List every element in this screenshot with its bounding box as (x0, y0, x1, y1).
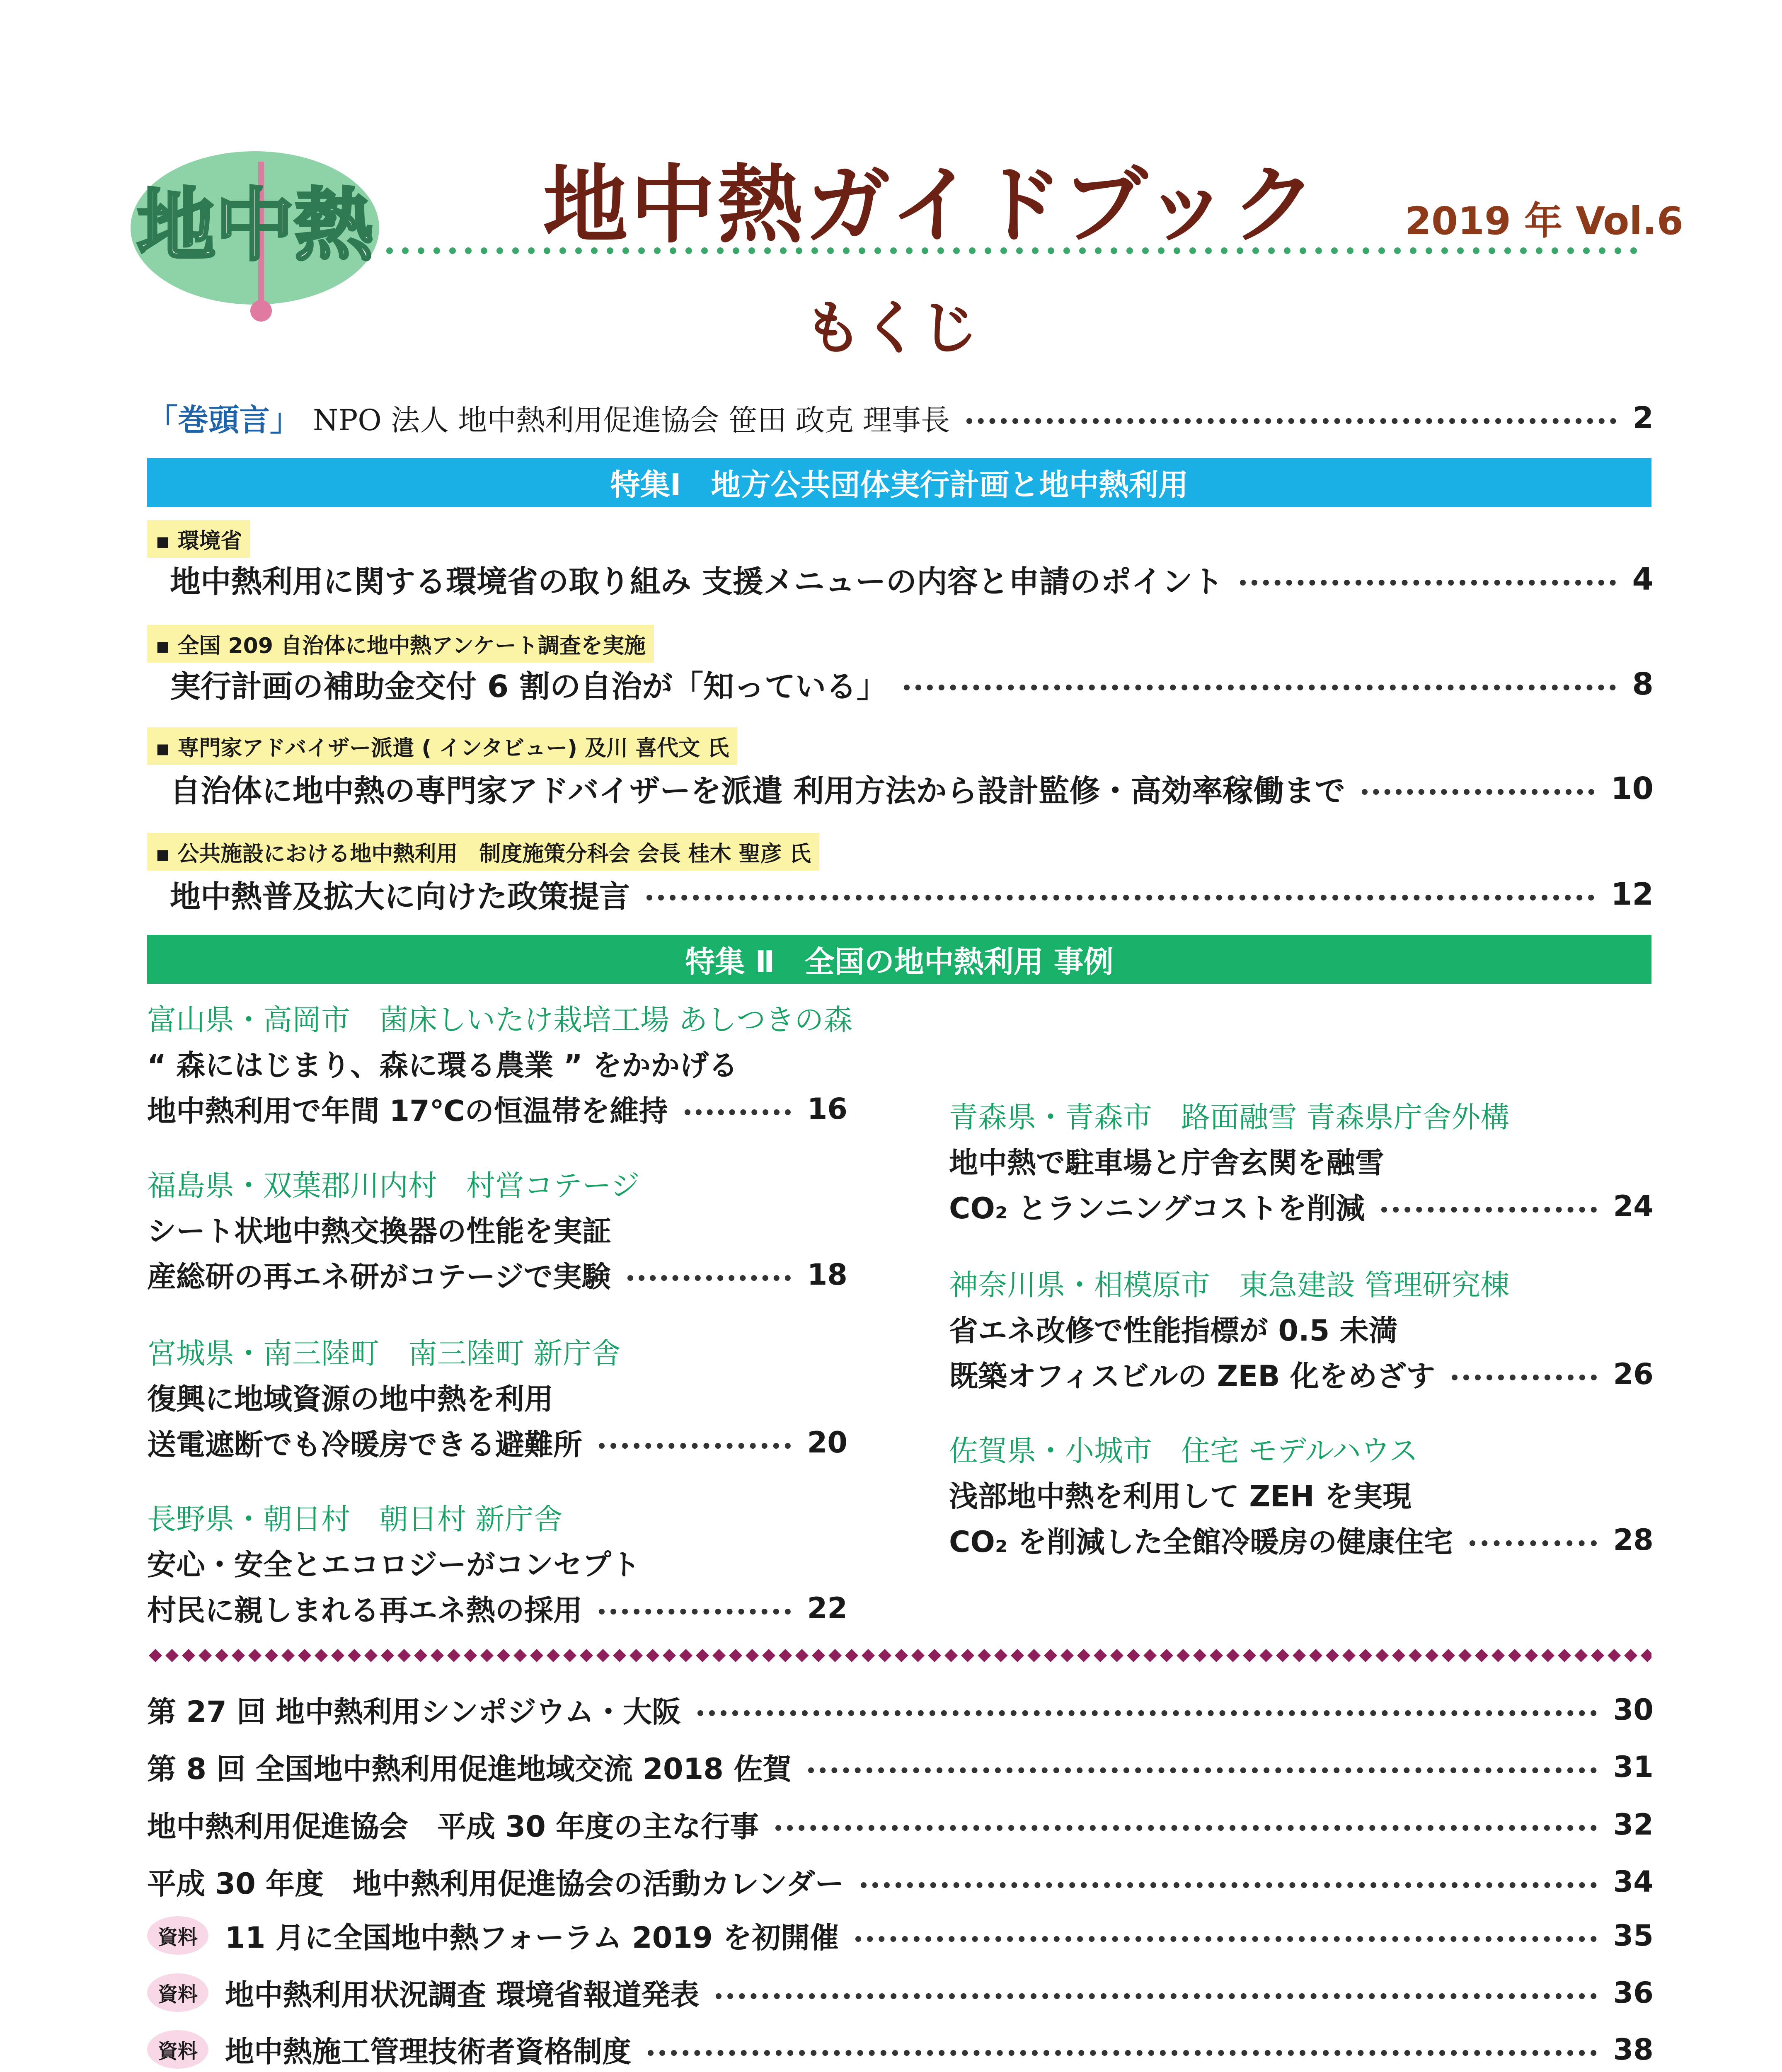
feature1-tag: ▪ 全国 209 自治体に地中熱アンケート調査を実施 (147, 625, 654, 663)
document-badge: 資料 (147, 2030, 208, 2069)
leader-dots (685, 1109, 791, 1115)
case-heading: 富山県・高岡市 菌床しいたけ栽培工場 あしつきの森 (147, 1003, 853, 1037)
page-number: 28 (1613, 1523, 1654, 1557)
feature1-tag: ▪ 専門家アドバイザー派遣 ( インタビュー) 及川 喜代文 氏 (147, 727, 737, 765)
page-number: 20 (807, 1425, 847, 1460)
entry-title: 自治体に地中熱の専門家アドバイザーを派遣 利用方法から設計監修・高効率稼働まで (170, 773, 1346, 809)
entry-title: 地中熱利用状況調査 環境省報道発表 (225, 1978, 700, 2012)
case-line: シート状地中熱交換器の性能を実証 (147, 1214, 611, 1248)
toc-entry[interactable] (147, 1689, 1654, 1731)
toc-entry[interactable] (949, 1353, 1654, 1395)
toc-entry[interactable] (147, 2028, 1654, 2070)
leader-dots (904, 685, 1615, 690)
feature1-tag: ▪ 環境省 (147, 520, 250, 558)
page-number: 36 (1613, 1975, 1654, 2010)
entry-title: 第 8 回 全国地中熱利用促進地域交流 2018 佐賀 (147, 1752, 792, 1786)
page-number: 22 (807, 1591, 847, 1625)
entry-title: CO₂ とランニングコストを削減 (949, 1191, 1365, 1225)
leader-dots (599, 1609, 791, 1615)
case-heading: 長野県・朝日村 朝日村 新庁舎 (147, 1502, 563, 1536)
toc-entry[interactable] (147, 1254, 847, 1295)
entry-title: 地中熱普及拡大に向けた政策提言 (170, 879, 630, 915)
page-number: 38 (1613, 2032, 1654, 2067)
case-line: 地中熱で駐車場と庁舎玄関を融雪 (949, 1146, 1384, 1180)
feature2-banner: 特集 Ⅱ 全国の地中熱利用 事例 (147, 935, 1651, 984)
feature1-banner: 特集Ⅰ 地方公共団体実行計画と地中熱利用 (147, 458, 1651, 507)
diamond-divider (147, 1647, 1651, 1664)
case-heading: 佐賀県・小城市 住宅 モデルハウス (949, 1434, 1418, 1468)
toc-entry[interactable] (170, 872, 1654, 916)
leader-dots (1362, 789, 1594, 795)
leader-dots (627, 1275, 791, 1281)
toc-entry[interactable] (949, 1519, 1654, 1561)
page-number: 32 (1613, 1807, 1654, 1842)
page-number: 2 (1632, 400, 1654, 435)
page-number: 16 (807, 1092, 847, 1126)
leader-dots (1240, 580, 1616, 586)
document-badge: 資料 (147, 1916, 208, 1955)
case-heading: 神奈川県・相模原市 東急建設 管理研究棟 (949, 1268, 1510, 1302)
document-badge: 資料 (147, 1973, 208, 2012)
toc-entry[interactable] (147, 1803, 1654, 1845)
entry-title: CO₂ を削減した全館冷暖房の健康住宅 (949, 1525, 1453, 1559)
toc-entry[interactable] (170, 662, 1654, 706)
leader-dots (861, 1882, 1597, 1888)
lead-label: 「巻頭言」 (147, 402, 300, 438)
toc-entry[interactable] (147, 1088, 847, 1130)
page-number: 31 (1613, 1750, 1654, 1784)
entry-title: 既築オフィスビルの ZEB 化をめざす (949, 1359, 1435, 1393)
toc-entry[interactable] (949, 1185, 1654, 1227)
case-heading: 福島県・双葉郡川内村 村営コテージ (147, 1169, 640, 1203)
entry-title: 平成 30 年度 地中熱利用促進協会の活動カレンダー (147, 1867, 844, 1901)
toc-entry[interactable] (147, 1972, 1654, 2014)
leader-dots (646, 895, 1594, 900)
page-number: 34 (1613, 1864, 1654, 1899)
entry-title: 地中熱施工管理技術者資格制度 (225, 2035, 632, 2069)
case-line: 省エネ改修で性能指標が 0.5 未満 (949, 1314, 1398, 1348)
chinetsu-logo (124, 145, 385, 327)
lead-text: NPO 法人 地中熱利用促進協会 笹田 政克 理事長 (313, 403, 950, 437)
leader-dots (1452, 1375, 1597, 1380)
page-number: 24 (1613, 1189, 1654, 1223)
page-number: 12 (1611, 876, 1654, 912)
page-title: 地中熱ガイドブック (543, 156, 1319, 255)
logo-text: 地中熱 (136, 180, 373, 271)
entry-title: 実行計画の補助金交付 6 割の自治が「知っている」 (170, 669, 888, 704)
entry-title: 地中熱利用で年間 17℃の恒温帯を維持 (147, 1094, 668, 1128)
toc-entry[interactable] (170, 557, 1654, 601)
case-line: “ 森にはじまり、森に環る農業 ” をかかげる (147, 1048, 738, 1082)
toc-entry[interactable] (147, 1421, 847, 1463)
leader-dots (855, 1936, 1596, 1942)
page-number: 10 (1611, 771, 1654, 806)
leader-dots (775, 1825, 1596, 1831)
page-number: 18 (807, 1257, 847, 1292)
case-line: 浅部地中熱を利用して ZEH を実現 (949, 1479, 1412, 1513)
leader-dots (716, 1993, 1596, 1999)
entry-title: 村民に親しまれる再エネ熱の採用 (147, 1593, 582, 1627)
toc-entry[interactable] (147, 1746, 1654, 1788)
entry-title: 送電遮断でも冷暖房できる避難所 (147, 1428, 582, 1462)
page-number: 35 (1613, 1918, 1654, 1953)
toc-entry[interactable] (147, 1861, 1654, 1903)
leader-dots (808, 1767, 1596, 1773)
entry-title: 地中熱利用に関する環境省の取り組み 支援メニューの内容と申請のポイント (170, 564, 1223, 600)
leader-dots (1381, 1207, 1596, 1213)
edition-label: 2019 年 Vol.6 (1405, 199, 1683, 243)
case-line: 安心・安全とエコロジーがコンセプト (147, 1548, 640, 1582)
leader-dots (648, 2050, 1597, 2056)
leader-dots (966, 418, 1616, 424)
entry-title: 第 27 回 地中熱利用シンポジウム・大阪 (147, 1695, 681, 1729)
leader-dots (1470, 1540, 1597, 1546)
contents-heading: もくじ (804, 295, 978, 362)
toc-entry[interactable] (170, 767, 1654, 811)
leader-dots (599, 1443, 791, 1449)
page-number: 8 (1632, 666, 1654, 702)
case-heading: 青森県・青森市 路面融雪 青森県庁舎外構 (949, 1100, 1510, 1134)
page-number: 30 (1613, 1692, 1654, 1727)
entry-title: 11 月に全国地中熱フォーラム 2019 を初開催 (225, 1921, 839, 1955)
leader-dots (697, 1710, 1597, 1716)
dotted-rule (385, 244, 1649, 257)
case-heading: 宮城県・南三陸町 南三陸町 新庁舎 (147, 1336, 621, 1370)
toc-entry[interactable] (147, 1915, 1654, 1956)
toc-entry-lead[interactable] (147, 396, 1654, 440)
entry-title: 産総研の再エネ研がコテージで実験 (147, 1260, 611, 1294)
page-number: 4 (1632, 562, 1654, 597)
page-number: 26 (1613, 1357, 1654, 1391)
entry-title: 地中熱利用促進協会 平成 30 年度の主な行事 (147, 1810, 759, 1844)
toc-entry[interactable] (147, 1587, 847, 1629)
case-line: 復興に地域資源の地中熱を利用 (147, 1382, 553, 1416)
feature1-tag: ▪ 公共施設における地中熱利用 制度施策分科会 会長 桂木 聖彦 氏 (147, 833, 819, 871)
